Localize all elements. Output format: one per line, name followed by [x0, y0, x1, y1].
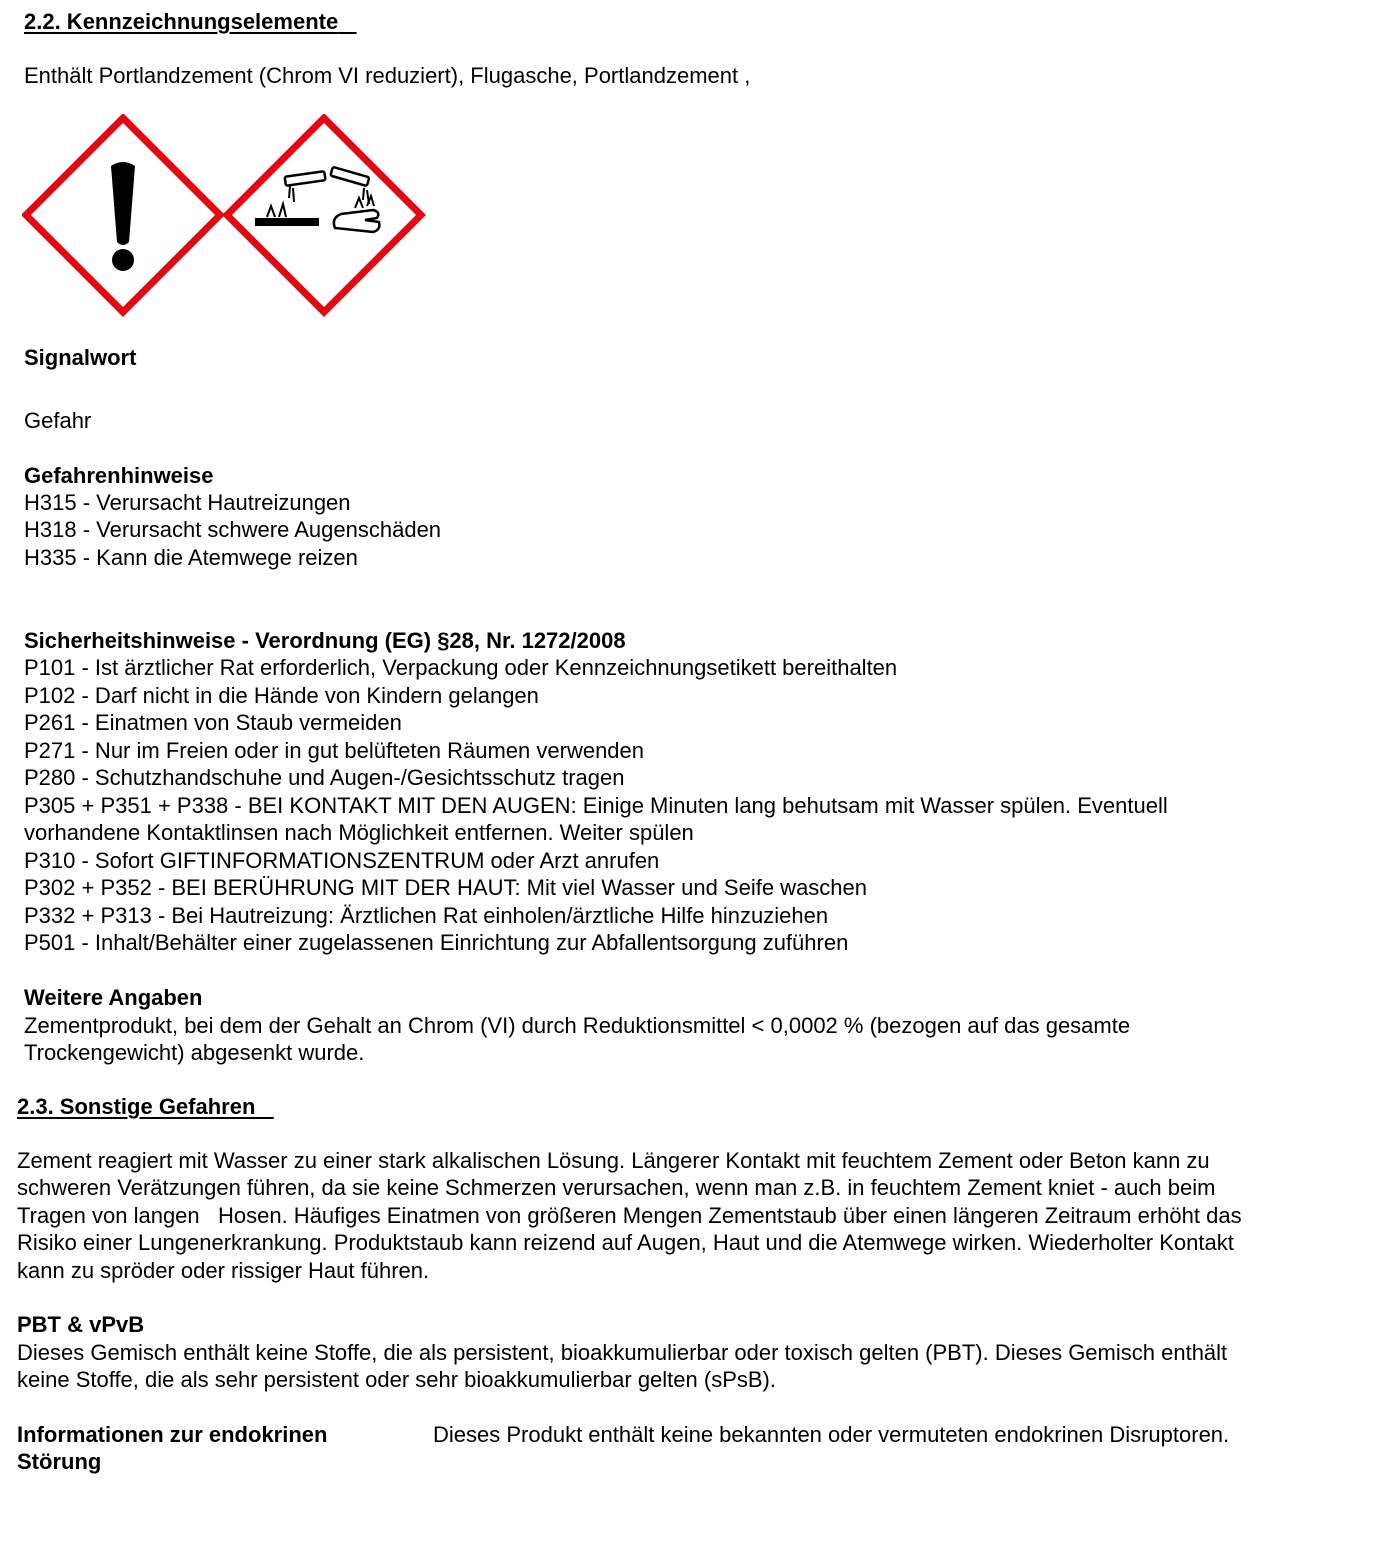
endocrine-label-cont: Störung — [17, 1449, 102, 1474]
ghs-pictograms — [22, 114, 426, 318]
other-hazards-line: schweren Verätzungen führen, da sie keine Schmerzen verursachen, wenn man z.B. in feuchtem Zement kniet - auch beim — [17, 1175, 1216, 1200]
section-2-3-heading: 2.3. Sonstige Gefahren — [17, 1094, 256, 1119]
further-info-line: Zementprodukt, bei dem der Gehalt an Chrom (VI) durch Reduktionsmittel < 0,0002 % (bezogen auf das gesamte — [24, 1013, 1131, 1038]
contains-text: Enthält Portlandzement (Chrom VI reduziert), Flugasche, Portlandzement , — [24, 63, 751, 88]
precaution-line: P501 - Inhalt/Behälter einer zugelassenen Einrichtung zur Abfallentsorgung zuführen — [24, 930, 849, 955]
precaution-line: P101 - Ist ärztlicher Rat erforderlich, Verpackung oder Kennzeichnungsetikett bereithalten — [24, 655, 898, 680]
further-info-heading: Weitere Angaben — [24, 985, 203, 1010]
signal-word: Gefahr — [24, 408, 92, 433]
precaution-line: P280 - Schutzhandschuhe und Augen-/Gesichtsschutz tragen — [24, 765, 625, 790]
precaution-line: P305 + P351 + P338 - BEI KONTAKT MIT DEN AUGEN: Einige Minuten lang behutsam mit Wasser spülen. Eventuell — [24, 793, 1168, 818]
exclamation-mark-icon — [26, 118, 220, 312]
endocrine-text: Dieses Produkt enthält keine bekannten oder vermuteten endokrinen Disruptoren. — [433, 1422, 1230, 1447]
precaution-line: P261 - Einatmen von Staub vermeiden — [24, 710, 402, 735]
precaution-line: P310 - Sofort GIFTINFORMATIONSZENTRUM oder Arzt anrufen — [24, 848, 660, 873]
pbt-line: keine Stoffe, die als sehr persistent oder sehr bioakkumulierbar gelten (sPsB). — [17, 1367, 776, 1392]
other-hazards-line: kann zu spröder oder rissiger Haut führen. — [17, 1258, 430, 1283]
precaution-line: P271 - Nur im Freien oder in gut belüfteten Räumen verwenden — [24, 738, 645, 763]
precaution-line: P102 - Darf nicht in die Hände von Kindern gelangen — [24, 683, 539, 708]
hazard-line: H318 - Verursacht schwere Augenschäden — [24, 517, 442, 542]
signal-word-heading: Signalwort — [24, 345, 137, 370]
pbt-line: Dieses Gemisch enthält keine Stoffe, die als persistent, bioakkumulierbar oder toxisch gelten (PBT). Dieses Gemisch enthält — [17, 1340, 1228, 1365]
hazard-heading: Gefahrenhinweise — [24, 463, 214, 488]
precaution-line: P302 + P352 - BEI BERÜHRUNG MIT DER HAUT: Mit viel Wasser und Seife waschen — [24, 875, 868, 900]
precaution-line: vorhandene Kontaktlinsen nach Möglichkeit entfernen. Weiter spülen — [24, 820, 694, 845]
other-hazards-line: Zement reagiert mit Wasser zu einer stark alkalischen Lösung. Längerer Kontakt mit feuchtem Zement oder Beton kann zu — [17, 1148, 1210, 1173]
precaution-line: P332 + P313 - Bei Hautreizung: Ärztlichen Rat einholen/ärztliche Hilfe hinzuziehen — [24, 903, 829, 928]
other-hazards-line: Tragen von langen Hosen. Häufiges Einatmen von größeren Mengen Zementstaub über einen längeren Zeitraum erhöht das — [17, 1203, 1242, 1228]
precaution-heading: Sicherheitshinweise - Verordnung (EG) §28, Nr. 1272/2008 — [24, 628, 626, 653]
other-hazards-line: Risiko einer Lungenerkrankung. Produktstaub kann reizend auf Augen, Haut und die Atemwege wirken. Wiederholter Kontakt — [17, 1230, 1234, 1255]
corrosion-icon — [227, 118, 421, 312]
pbt-heading: PBT & vPvB — [17, 1312, 145, 1337]
hazard-line: H315 - Verursacht Hautreizungen — [24, 490, 351, 515]
endocrine-label: Informationen zur endokrinen — [17, 1422, 328, 1447]
hazard-line: H335 - Kann die Atemwege reizen — [24, 545, 358, 570]
further-info-line: Trockengewicht) abgesenkt wurde. — [24, 1040, 365, 1065]
section-2-2-heading: 2.2. Kennzeichnungselemente — [24, 9, 339, 34]
